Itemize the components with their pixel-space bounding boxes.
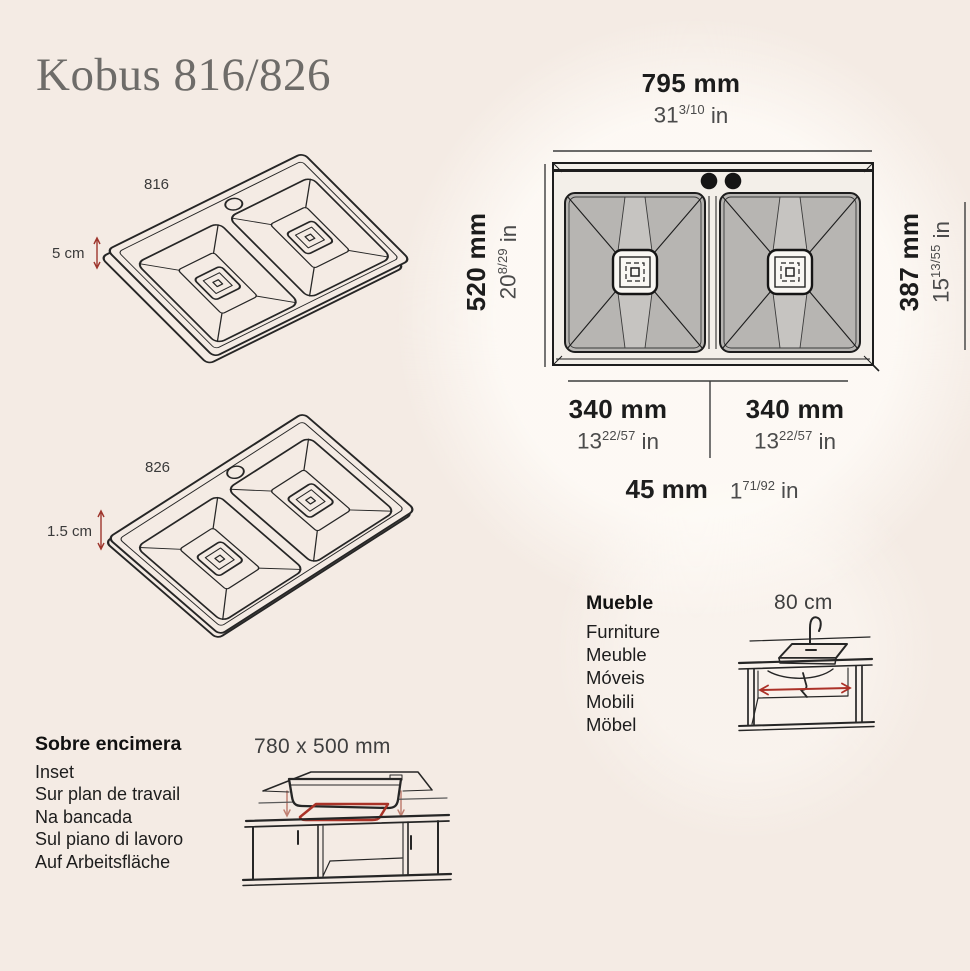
model-826-label: 826 bbox=[145, 459, 171, 476]
depth-arrow-826 bbox=[98, 511, 104, 549]
installation-heading: Sobre encimera bbox=[35, 733, 182, 755]
installation-translation: Na bancada bbox=[35, 806, 133, 827]
installation-block bbox=[35, 733, 183, 873]
right-bowl bbox=[720, 193, 860, 352]
drain-trap bbox=[801, 673, 807, 697]
left-bowl bbox=[565, 193, 705, 352]
cutout-size-label: 780 x 500 mm bbox=[254, 735, 391, 758]
installation-translation: Auf Arbeitsfläche bbox=[35, 851, 171, 872]
depth-826-label: 1.5 cm bbox=[47, 523, 93, 540]
furniture-translation: Furniture bbox=[586, 621, 661, 642]
bowl-underside bbox=[768, 669, 833, 678]
width-arrow bbox=[760, 684, 850, 695]
depth-arrow-816 bbox=[94, 238, 100, 268]
inset-installation-drawing bbox=[233, 753, 458, 893]
furniture-heading: Mueble bbox=[586, 592, 654, 614]
dim-bowl-width-right: 340 mm $13^{22/57}$ in bbox=[745, 394, 845, 454]
dim-overall-depth: 520 mm $20^{8/29}in$ bbox=[461, 212, 521, 312]
installation-translation: Sul piano di lavoro bbox=[35, 829, 184, 850]
dim-divider-width: 45 mm $1^{71/92}$ in bbox=[625, 474, 799, 504]
furniture-translation: Meuble bbox=[586, 644, 647, 666]
installation-translation: Sur plan de travail bbox=[35, 784, 181, 805]
dim-overall-width: 795 mm $31^{3/10}$ in bbox=[641, 68, 741, 128]
page-title: Kobus 816/826 bbox=[36, 49, 332, 101]
depth-816-label: 5 cm bbox=[52, 245, 85, 262]
furniture-translation: Mobili bbox=[586, 690, 635, 712]
sink-826-drawing bbox=[104, 413, 417, 639]
furniture-translation: Möbel bbox=[586, 713, 637, 735]
dim-bowl-depth: 387 mm $15^{13/55}in$ bbox=[894, 212, 954, 312]
installation-translation: Inset bbox=[35, 762, 75, 782]
furniture-cabinet-drawing bbox=[725, 590, 890, 740]
furniture-block bbox=[586, 592, 660, 736]
faucet-hole bbox=[701, 173, 718, 190]
model-816-label: 816 bbox=[144, 176, 170, 193]
faucet-hole bbox=[725, 173, 742, 190]
furniture-translation: Móveis bbox=[586, 667, 645, 689]
dim-bowl-width-left: 340 mm $13^{22/57}$ in bbox=[568, 394, 668, 454]
perspective-drawings bbox=[0, 130, 450, 700]
cabinet-width-label: 80 cm bbox=[774, 591, 833, 614]
